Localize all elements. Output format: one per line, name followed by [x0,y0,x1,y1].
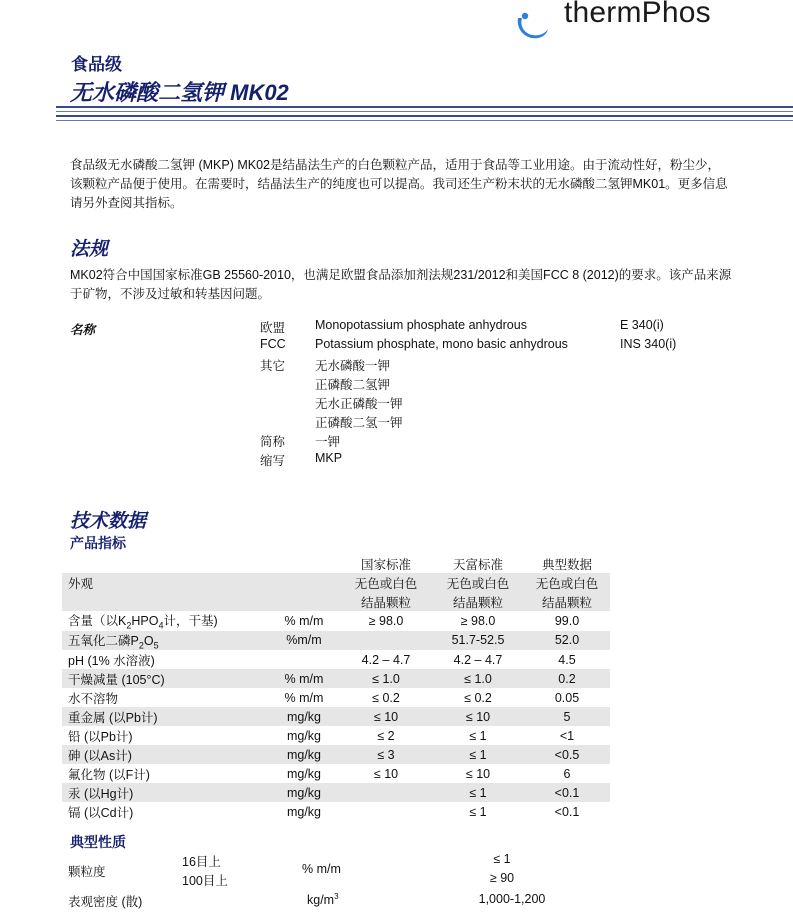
spec-table [62,554,610,821]
table-row: 砷 (以As计) mg/kg ≤ 3 ≤ 1 <0.5 [62,745,610,764]
logo-swoosh-icon [514,6,550,44]
table-row: 干燥减量 (105°C) % m/m ≤ 1.0 ≤ 1.0 0.2 [62,669,610,688]
spec-heading: 产品指标 [70,535,126,551]
density-value: 1,000-1,200 [478,892,546,906]
header-rules [56,106,793,124]
intro-paragraph: 食品级无水磷酸二氢钾 (MKP) MK02是结晶法生产的白色颗粒产品，适用于食品等工业用途。由于流动性好，粉尘少，该颗粒产品便于使用。在需要时，结晶法生产的纯度也可以提高。我司还生产粉末状的无水磷酸二氢钾MK01。更多信息请另外查阅其指标。 [70,158,728,210]
spec-header-row [62,554,610,573]
brand-name: thermPhos [564,0,711,29]
granularity-sub1: 16目上 [182,855,221,869]
product-title: 无水磷酸二氢钾 MK02 [70,80,289,105]
names-label: 名称 [70,323,96,337]
table-row: 重金属 (以Pb计) mg/kg ≤ 10 ≤ 10 5 [62,707,610,726]
granularity-value-1: ≤ 1 [493,852,511,866]
granularity-unit: % m/m [302,862,341,876]
col-typical: 典型数据 [541,557,592,572]
col-company-standard: 天富标准 [452,557,503,572]
table-row: 五氧化二磷$P_2O_5$ %m/m 51.7-52.5 52.0 [62,631,610,651]
table-row: 汞 (以Hg计) mg/kg ≤ 1 <0.1 [62,783,610,802]
table-row: 含量（以$K_2HPO_4$计，干基) % m/m ≥ 98.0 ≥ 98.0 99.0 [68,613,580,631]
granularity-label: 颗粒度 [68,865,106,879]
product-grade: 食品级 [71,55,122,74]
col-national-standard: 国家标准 [360,557,411,572]
thermphos-logo [514,0,774,44]
table-row: 外观 无色或白色 无色或白色 无色或白色 [62,573,610,592]
granularity-sub2: 100目上 [182,874,228,888]
table-row: 铅 (以Pb计) mg/kg ≤ 2 ≤ 1 <1 [68,728,575,744]
table-row: 镉 (以Cd计) mg/kg ≤ 1 <0.1 [68,804,580,820]
tech-data-heading: 技术数据 [70,511,147,532]
table-row: pH (1% 水溶液) 4.2 – 4.7 4.2 – 4.7 4.5 [68,652,576,668]
regulation-heading: 法规 [70,239,109,260]
table-row: 结晶颗粒 结晶颗粒 结晶颗粒 [62,592,610,611]
table-row: 氟化物 (以F计) mg/kg ≤ 10 ≤ 10 6 [68,766,571,782]
table-row: 水不溶物 % m/m ≤ 0.2 ≤ 0.2 0.05 [68,690,580,706]
density-label: 表观密度 (散) [68,895,143,909]
typical-heading: 典型性质 [70,834,126,850]
density-unit: $kg/m^3$ [307,892,339,908]
regulation-paragraph: MK02符合中国国家标准GB 25560-2010，也满足欧盟食品添加剂法规231/2012和美国FCC 8 (2012)的要求。该产品来源于矿物，不涉及过敏和转基因问题。 [70,268,732,301]
granularity-value-2: ≥ 90 [489,871,515,885]
